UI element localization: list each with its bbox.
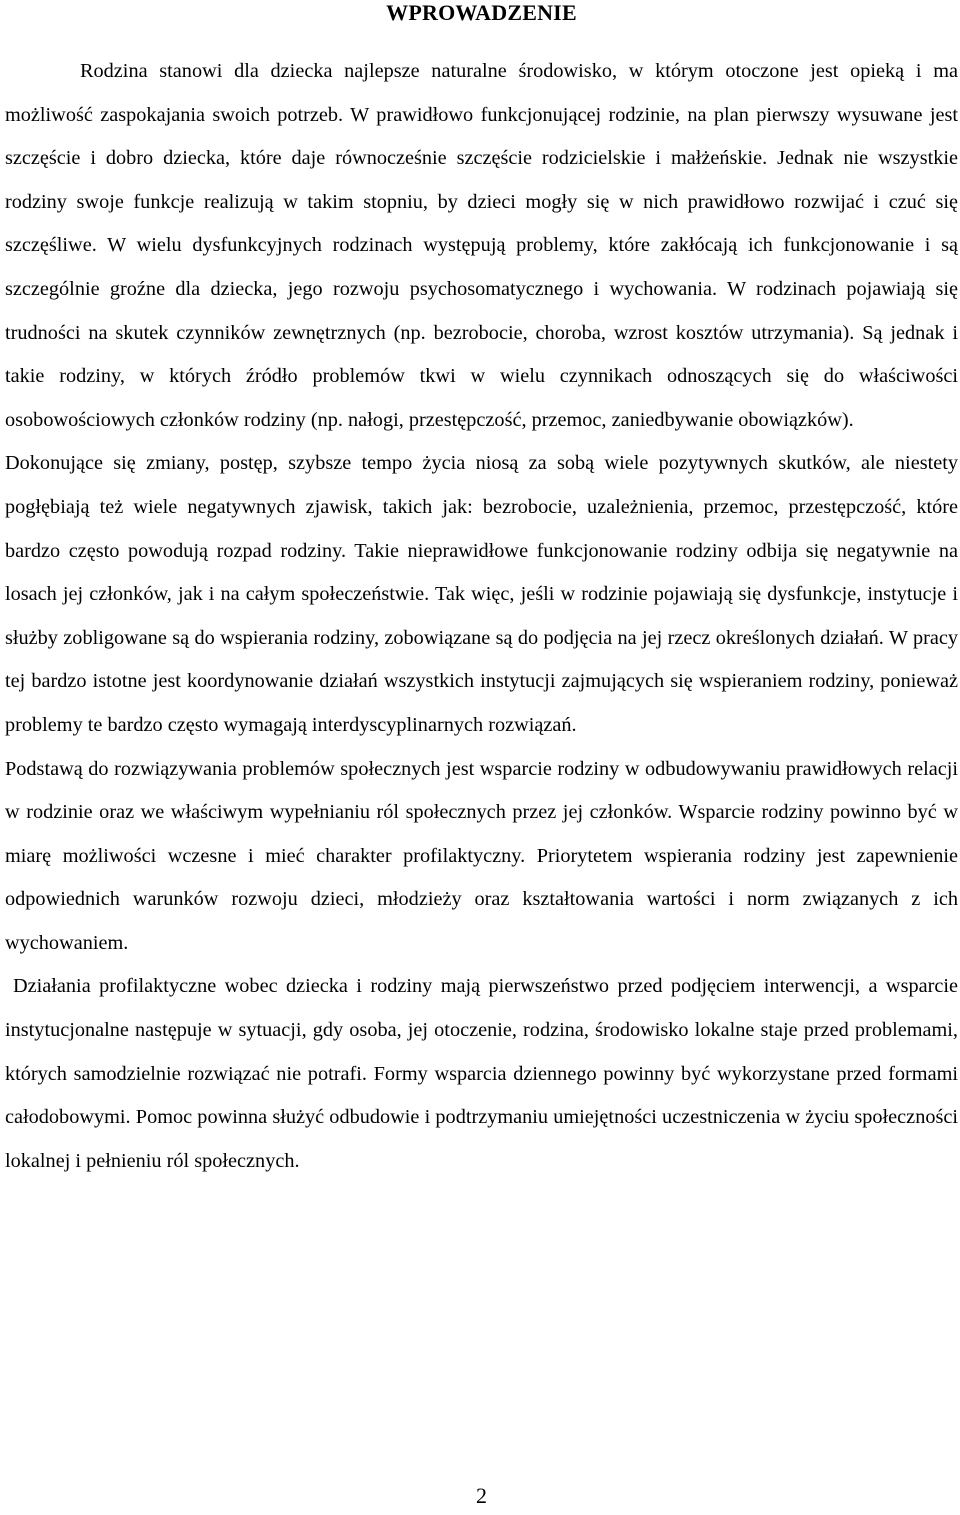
- page-title: WPROWADZENIE: [386, 0, 577, 25]
- paragraph-3: Podstawą do rozwiązywania problemów społecznych jest wsparcie rodziny w odbudowywaniu prawidłowych relacji w rodzinie oraz we właściwym wypełnianiu ról społecznych przez jej członków. Wsparcie rodziny powinno być w miarę możliwości wczesne i mieć charakter profilaktyczny. Priorytetem wspierania rodziny jest zapewnienie odpowiednich warunków rozwoju dzieci, młodzieży oraz kształtowania wartości i norm związanych z ich wychowaniem.: [5, 757, 958, 954]
- paragraph-1: Rodzina stanowi dla dziecka najlepsze naturalne środowisko, w którym otoczone jest opieką i ma możliwość zaspokajania swoich potrzeb. W prawidłowo funkcjonującej rodzinie, na plan pierwszy wysuwane jest szczęście i dobro dziecka, które daje równocześnie szczęście rodzicielskie i małżeńskie. Jednak nie wszystkie rodziny swoje funkcje realizują w takim stopniu, by dzieci mogły się w nich prawidłowo rozwijać i czuć się szczęśliwe. W wielu dysfunkcyjnych rodzinach występują problemy, które zakłócają ich funkcjonowanie i są szczególnie groźne dla dziecka, jego rozwoju psychosomatycznego i wychowania. W rodzinach pojawiają się trudności na skutek czynników zewnętrznych (np. bezrobocie, choroba, wzrost kosztów utrzymania). Są jednak i takie rodziny, w których źródło problemów tkwi w wielu czynnikach odnoszących się do właściwości osobowościowych członków rodziny (np. nałogi, przestępczość, przemoc, zaniedbywanie obowiązków).: [5, 60, 958, 431]
- paragraph-2: Dokonujące się zmiany, postęp, szybsze tempo życia niosą za sobą wiele pozytywnych skutków, ale niestety pogłębiają też wiele negatywnych zjawisk, takich jak: bezrobocie, uzależnienia, przemoc, przestępczość, które bardzo często powodują rozpad rodziny. Takie nieprawidłowe funkcjonowanie rodziny odbija się negatywnie na losach jej członków, jak i na całym społeczeństwie. Tak więc, jeśli w rodzinie pojawiają się dysfunkcje, instytucje i służby zobligowane są do wspierania rodziny, zobowiązane są do podjęcia na jej rzecz określonych działań. W pracy tej bardzo istotne jest koordynowanie działań wszystkich instytucji zajmujących się wspieraniem rodziny, ponieważ problemy te bardzo często wymagają interdyscyplinarnych rozwiązań.: [5, 452, 958, 736]
- paragraph-4: Działania profilaktyczne wobec dziecka i rodziny mają pierwszeństwo przed podjęciem interwencji, a wsparcie instytucjonalne następuje w sytuacji, gdy osoba, jej otoczenie, rodzina, środowisko lokalne staje przed problemami, których samodzielnie rozwiązać nie potrafi. Formy wsparcia dziennego powinny być wykorzystane przed formami całodobowymi. Pomoc powinna służyć odbudowie i podtrzymaniu umiejętności uczestniczenia w życiu społeczności lokalnej i pełnieniu ról społecznych.: [5, 975, 958, 1172]
- page-number: 2: [476, 1483, 487, 1508]
- document-page: [5, 0, 958, 1515]
